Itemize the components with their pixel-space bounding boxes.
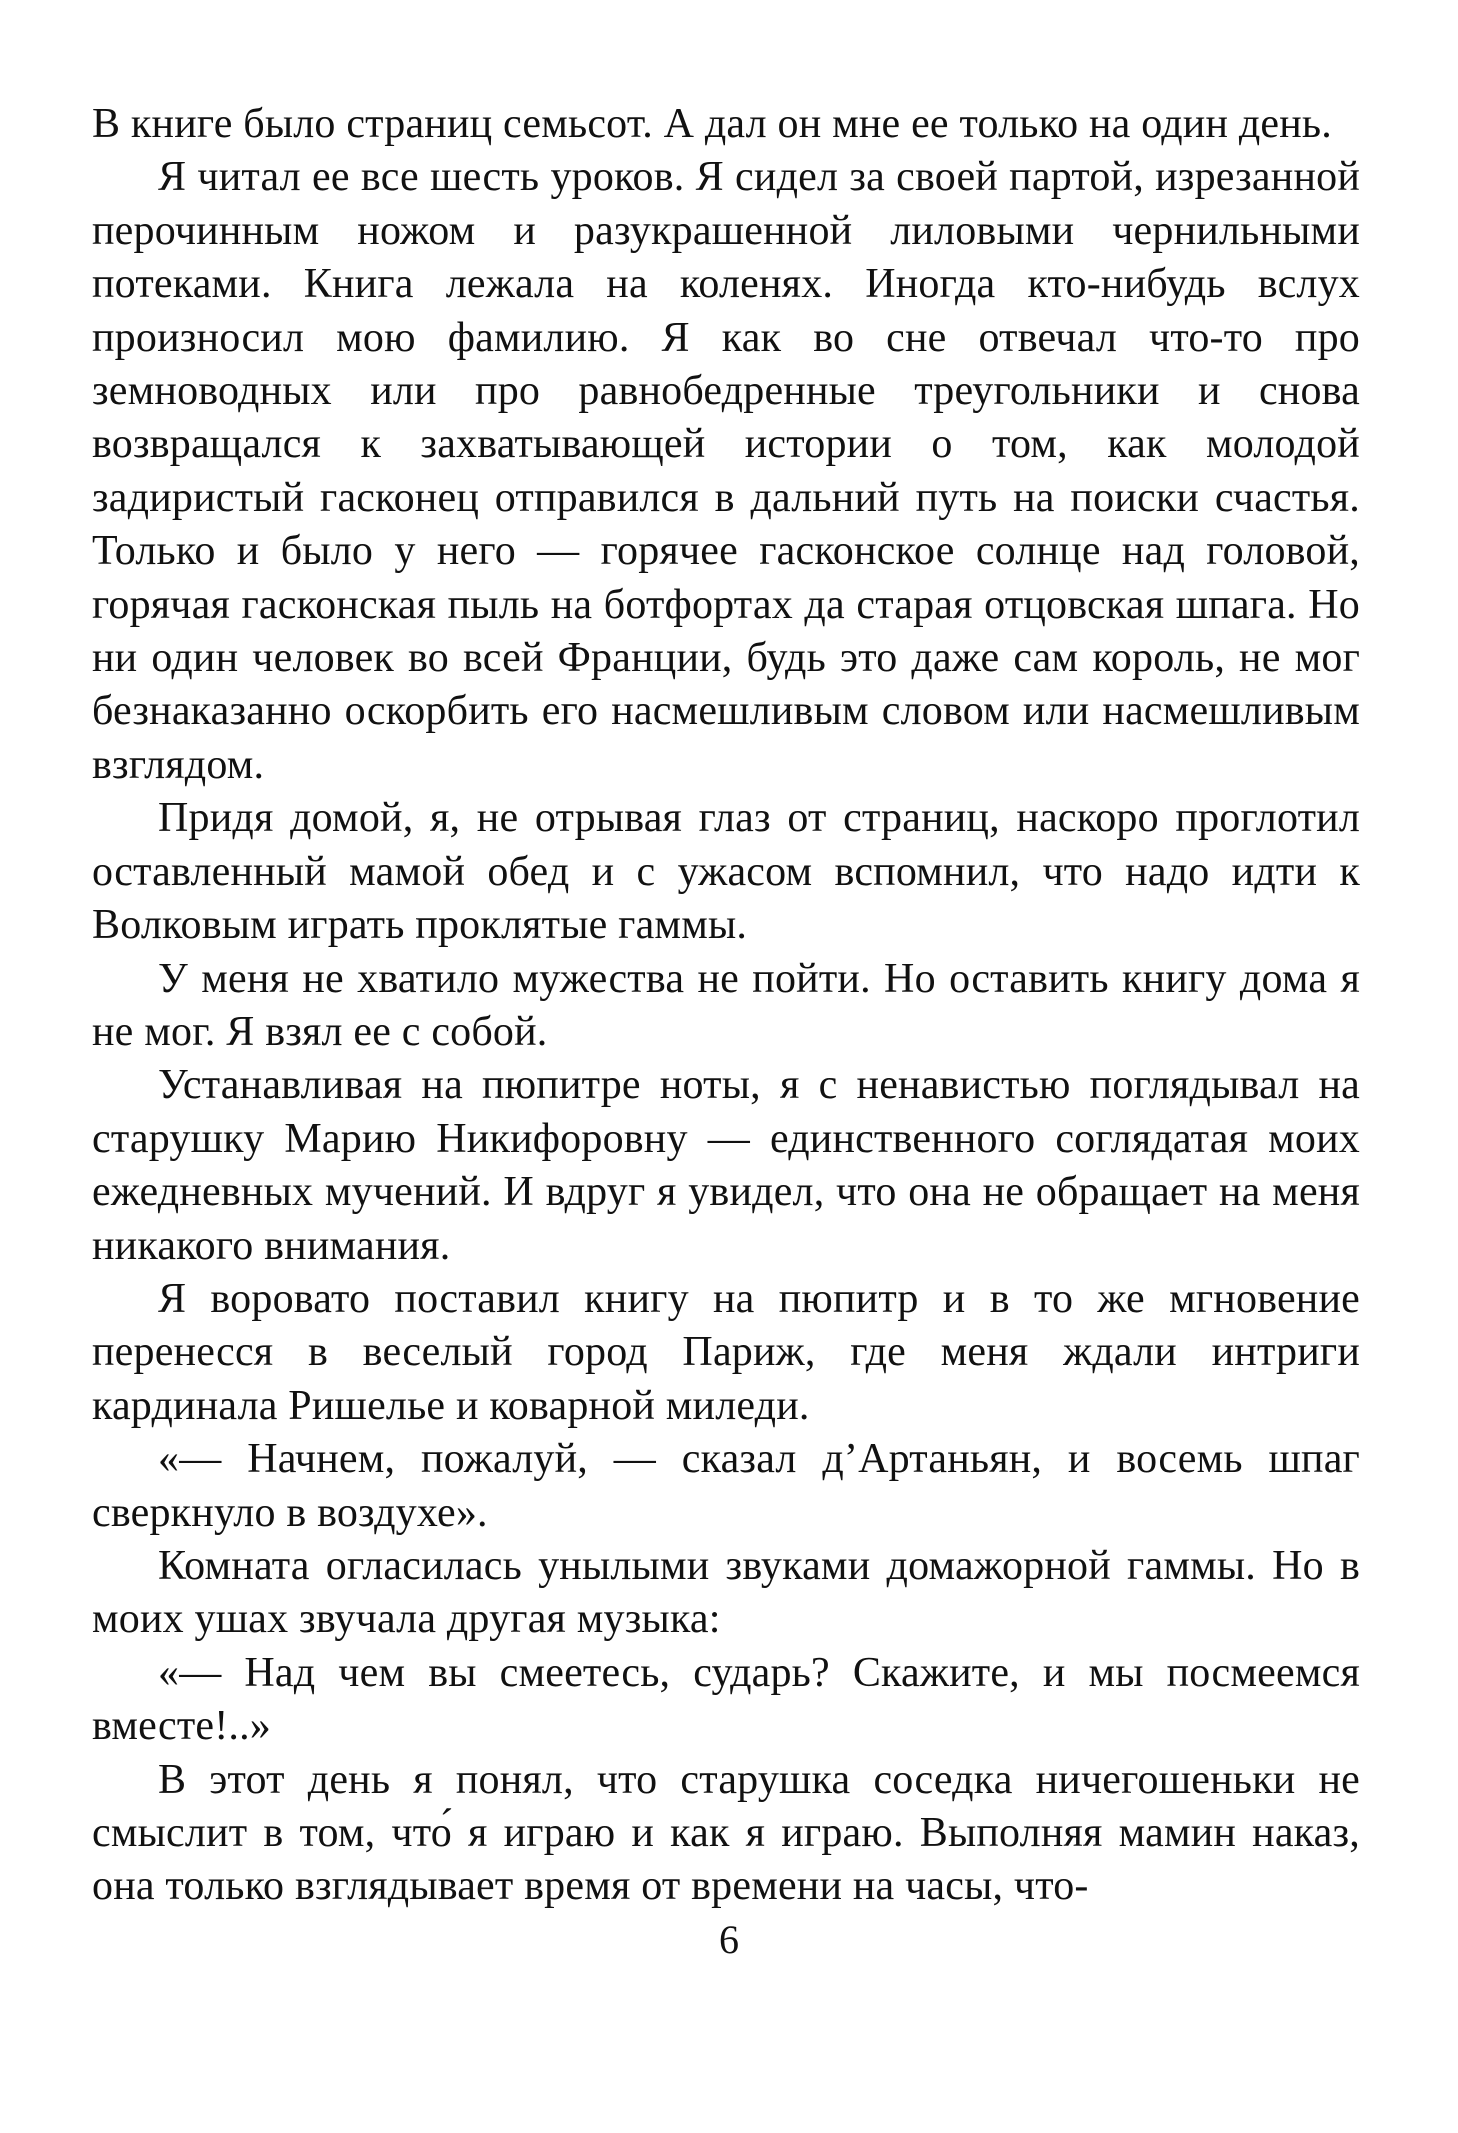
paragraph: В этот день я понял, что старушка соседка ничегошеньки не смыслит в том, что́ я играю и как я играю. Выполняя мамин наказ, она только взглядывает время от времени на часы, что-	[92, 1756, 1360, 1910]
paragraph: «— Над чем вы смеетесь, сударь? Скажите, и мы посмеемся вместе!..»	[92, 1649, 1360, 1750]
page-text	[92, 98, 1360, 1914]
page-number: 6	[719, 1917, 739, 1962]
paragraph: Я воровато поставил книгу на пюпитр и в то же мгновение перенесся в веселый город Париж, где меня ждали интриги кардинала Ришелье и коварной миледи.	[92, 1275, 1360, 1429]
paragraph: Я читал ее все шесть уроков. Я сидел за своей партой, изрезанной перочинным ножом и разукрашенной лиловыми чернильными потеками. Книга лежала на коленях. Иногда кто-нибудь вслух произносил мою фамилию. Я как во сне отвечал что-то про земноводных или про равнобедренные треугольники и снова возвращался к захватывающей истории о том, как молодой задиристый гасконец отправился в дальний путь на поиски счастья. Только и было у него — горячее гасконское солнце над головой, горячая гасконская пыль на ботфортах да старая отцовская шпага. Но ни один человек во всей Франции, будь это даже сам король, не мог безнаказанно оскорбить его насмешливым словом или насмешливым взглядом.	[92, 154, 1360, 788]
paragraph: Комната огласилась унылыми звуками домажорной гаммы. Но в моих ушах звучала другая музыка:	[92, 1542, 1360, 1643]
paragraph: «— Начнем, пожалуй, — сказал д’Артаньян, и восемь шпаг сверкнуло в воздухе».	[92, 1436, 1360, 1536]
paragraph: У меня не хватило мужества не пойти. Но оставить книгу дома я не мог. Я взял ее с собой.	[92, 955, 1360, 1055]
paragraph: Устанавливая на пюпитре ноты, я с ненавистью поглядывал на старушку Марию Никифоровну — единственного соглядатая моих ежедневных мучений. И вдруг я увидел, что она не обращает на меня никакого внимания.	[92, 1062, 1360, 1269]
paragraph: Придя домой, я, не отрывая глаз от страниц, наскоро проглотил оставленный мамой обед и с ужасом вспомнил, что надо идти к Волковым играть проклятые гаммы.	[92, 795, 1360, 949]
paragraph: В книге было страниц семьсот. А дал он мне ее только на один день.	[92, 101, 1332, 147]
